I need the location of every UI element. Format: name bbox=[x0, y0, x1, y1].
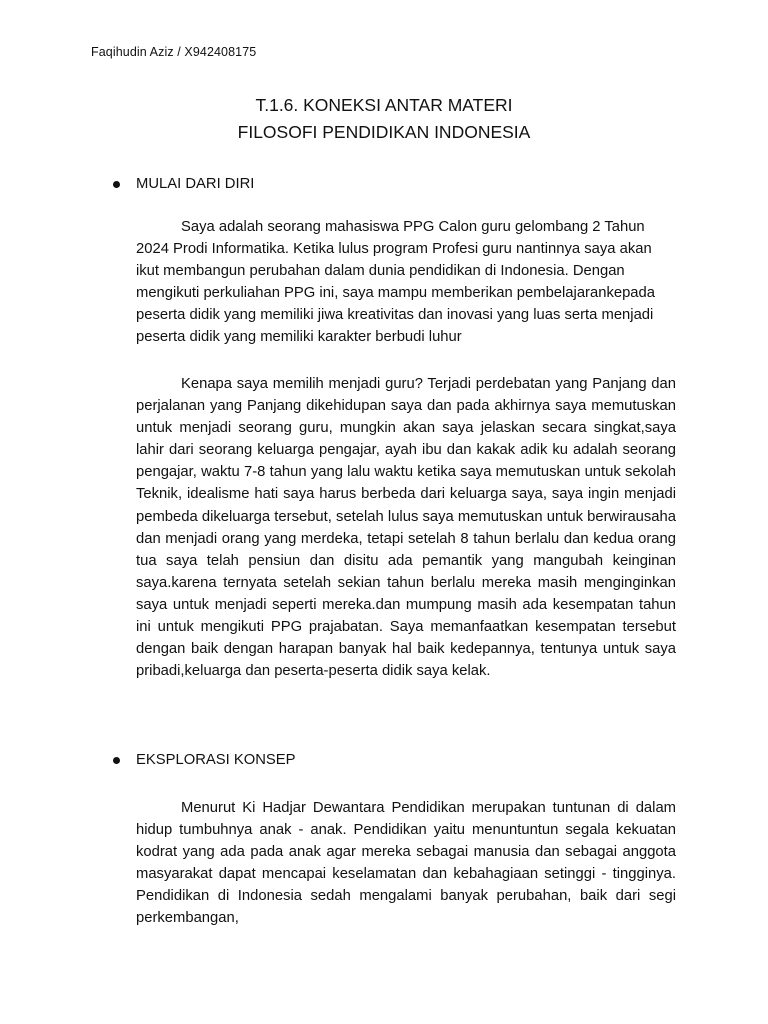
section-heading-label: EKSPLORASI KONSEP bbox=[136, 752, 296, 768]
title-line-1: T.1.6. KONEKSI ANTAR MATERI bbox=[255, 95, 513, 115]
section-1-paragraph-2 bbox=[136, 373, 676, 682]
section-2-paragraph-1 bbox=[136, 797, 676, 930]
section-heading-mulai-dari-diri bbox=[113, 176, 254, 192]
bullet-icon bbox=[113, 181, 120, 188]
title-line-2: FILOSOFI PENDIDIKAN INDONESIA bbox=[237, 122, 531, 142]
document-title bbox=[0, 92, 768, 146]
paragraph-text: Menurut Ki Hadjar Dewantara Pendidikan merupakan tuntunan di dalam hidup tumbuhnya anak - anak. Pendidikan yaitu menuntuntun segala kekuatan kodrat yang ada pada anak agar mereka sebagai manusia dan sebagai anggota masyarakat dapat mencapai keselamatan dan kebahagiaan setinggi - tingginya. Pendidikan di Indonesia sedah mengalami banyak perubahan, baik dari segi perkembangan, bbox=[136, 800, 676, 927]
paragraph-text: Saya adalah seorang mahasiswa PPG Calon guru gelombang 2 Tahun 2024 Prodi Informatika. Ketika lulus program Profesi guru nantinnya saya akan ikut membangun perubahan dalam dunia pendidikan di Indonesia. Dengan mengikuti perkuliahan PPG ini, saya mampu memberikan pembelajarankepada peserta didik yang memiliki jiwa kreativitas dan inovasi yang luas serta menjadi peserta didik yang memiliki karakter berbudi luhur bbox=[136, 219, 655, 346]
author-header: Faqihudin Aziz / X942408175 bbox=[91, 45, 257, 59]
section-heading-label: MULAI DARI DIRI bbox=[136, 176, 255, 192]
bullet-icon bbox=[113, 757, 120, 764]
section-heading-eksplorasi-konsep bbox=[113, 752, 296, 768]
paragraph-text: Kenapa saya memilih menjadi guru? Terjadi perdebatan yang Panjang dan perjalanan yang Panjang dikehidupan saya dan pada akhirnya saya memutuskan untuk menjadi seorang guru, mungkin akan saya jelaskan secara singkat,saya lahir dari seorang keluarga pengajar, ayah ibu dan kakak adik ku adalah seorang pengajar, waktu 7-8 tahun yang lalu waktu ketika saya memutuskan untuk sekolah Teknik, idealisme hati saya harus berbeda dari keluarga saya, saya ingin menjadi pembeda dikeluarga tersebut, setelah lulus saya memutuskan untuk berwirausaha dan menjadi orang yang merdeka, tetapi setelah 8 tahun berlalu dan kedua orang tua saya telah pensiun dan disitu ada pemantik yang mangubah keinginan saya.karena ternyata setelah sekian tahun berlalu mereka masih menginginkan saya untuk menjadi seperti mereka.dan mumpung masih ada kesempatan tahun ini untuk mengikuti PPG prajabatan. Saya memanfaatkan kesempatan tersebut dengan baik dengan harapan banyak hal baik kedepannya, tentunya untuk saya pribadi,keluarga dan peserta-peserta didik saya kelak. bbox=[136, 376, 676, 680]
section-1-paragraph-1 bbox=[136, 216, 676, 349]
